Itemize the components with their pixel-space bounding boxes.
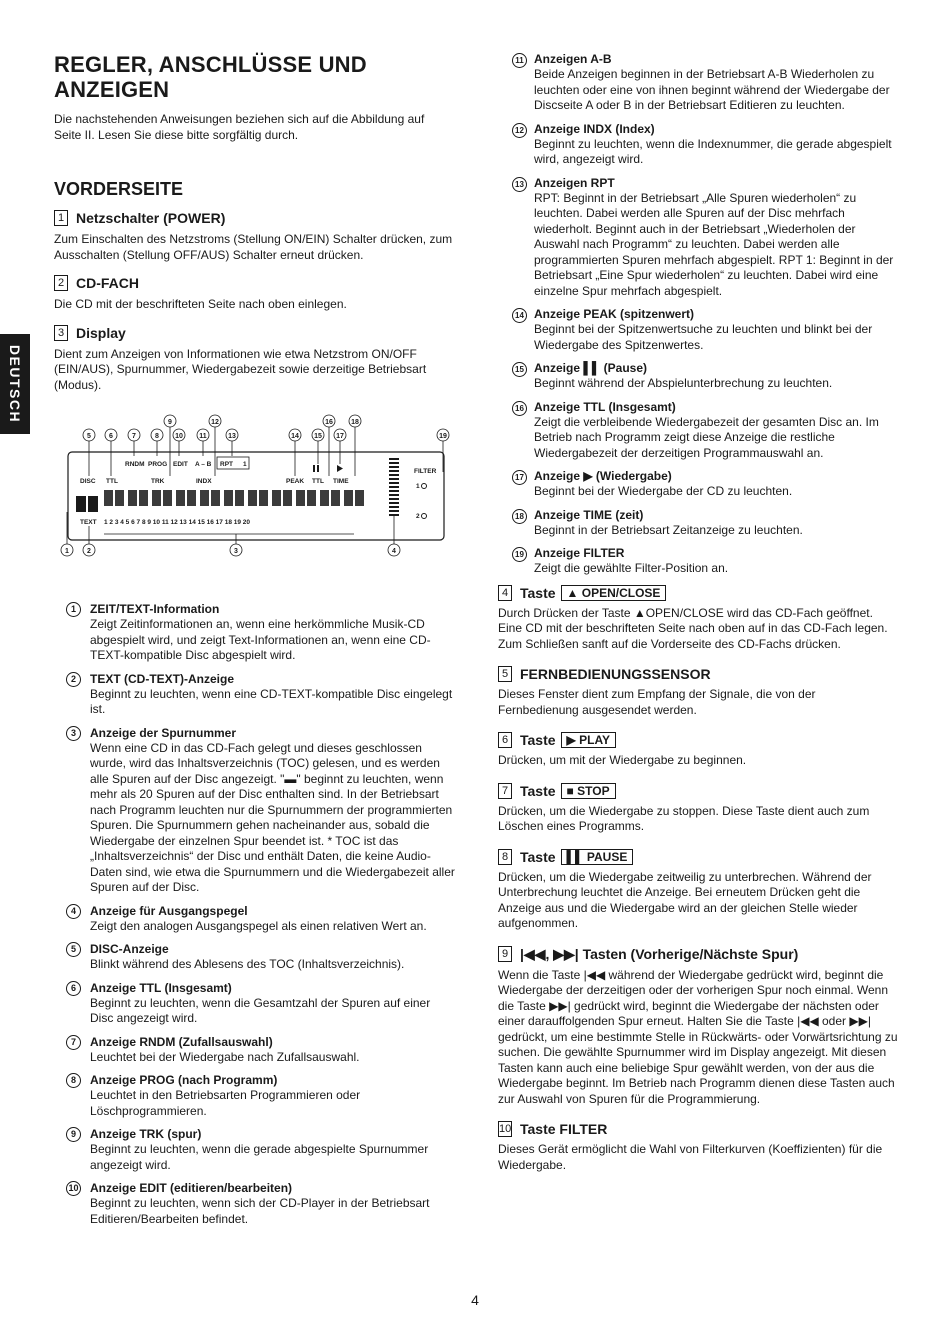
section-display <box>54 325 454 394</box>
section-pause <box>498 849 898 932</box>
item-number: 9 <box>66 1127 81 1142</box>
svg-text:2: 2 <box>87 548 91 555</box>
item-text: Beginnt in der Betriebsart Zeitanzeige zu leuchten. <box>534 522 803 537</box>
section-power <box>54 210 454 263</box>
section-number: 4 <box>498 585 512 601</box>
list-item <box>66 602 456 664</box>
item-text: Beginnt zu leuchten, wenn die gerade abgespielte Spurnummer angezeigt wird. <box>90 1142 429 1172</box>
list-item <box>498 361 898 392</box>
language-tab <box>0 334 30 434</box>
label-prog: PROG <box>148 461 168 468</box>
list-item <box>498 122 898 168</box>
item-text: Zeigt Zeitinformationen an, wenn eine herkömmliche Musik-CD abgespielt wird, und zeigt Text-Informationen an, wenn eine CD-TEXT-kompatible Disc abgespielt wird. <box>90 617 431 662</box>
svg-text:8: 8 <box>155 433 159 440</box>
item-title: Anzeige PROG (nach Programm) <box>90 1073 278 1087</box>
section-text: Wenn die Taste |◀◀ während der Wiedergabe gedrückt wird, beginnt die Wiedergabe der derzeitigen oder der vorherigen Spur noch einmal. Wenn die Taste ▶▶| gedrückt wird, beginnt die Wiedergabe der nächsten oder einer darauffolgenden Spur erneut. Halten Sie die Taste |◀◀ oder ▶▶| gedrückt, um eine bestimmte Stelle in Rückwärts- oder Vorwärtsrichtung zu suchen. Die gewählte Spurnummer wird im Display angezeigt. Mit diesen Tasten kann auch eine beliebige Spur gewählt werden, von der aus die Wiedergabe beginnt. Im Betrieb nach Programm dienen diese Tasten auch zur Auswahl von Spuren für die Programmierung. <box>498 967 898 1106</box>
item-text: Zeigt die gewählte Filter-Position an. <box>534 561 729 575</box>
section-number: 9 <box>498 946 512 962</box>
list-item <box>498 400 898 462</box>
section-open-close <box>498 585 898 653</box>
svg-text:16: 16 <box>325 419 333 426</box>
section-number: 8 <box>498 849 512 865</box>
label-text: TEXT <box>80 519 97 526</box>
section-skip <box>498 946 898 1108</box>
pause-button-label: ▌▌ PAUSE <box>561 849 634 865</box>
intro-text: Die nachstehenden Anweisungen beziehen sich auf die Abbildung auf Seite II. Lesen Sie diese bitte sorgfältig durch. <box>54 112 425 142</box>
item-text: Wenn eine CD in das CD-Fach gelegt und dieses geschlossen wurde, wird das Inhaltsverzeichnis (TOC) gelesen, und es werden alle Spuren auf der Disc angezeigt. "▬" beginnt zu leuchten, wenn mehr als 20 Spuren auf der Disc enthalten sind. In der Betriebsart nach Programm leuchten nur die Spurnummern der programmierten Spuren. Die Spurnummern gehen nacheinander aus, sobald die Wiedergabe der einzelnen Spur beendet ist. * TOC ist das „Inhaltsverzeichnis“ der Disc und enthält Daten, die keine Audio-Daten sind, wie etwa die Spurnummern und die Wiedergabezeit aller Spuren auf der Disc. <box>90 740 455 894</box>
list-item <box>66 981 456 1027</box>
section-number: 7 <box>498 783 512 799</box>
item-title: Anzeigen A-B <box>534 52 612 66</box>
section-heading: CD-FACH <box>76 275 139 291</box>
list-item <box>66 904 456 935</box>
svg-text:12: 12 <box>211 419 219 426</box>
label-ttl2: TTL <box>312 478 324 485</box>
label-rpt1: 1 <box>243 461 247 468</box>
label-peak: PEAK <box>286 478 305 485</box>
section-cd-tray <box>54 275 454 313</box>
item-number: 18 <box>512 509 527 524</box>
item-text: Zeigt die verbleibende Wiedergabezeit der gesamten Disc an. Im Betrieb nach Programm zeigt diese Anzeige die restliche Wiedergabezeit der derzeitigen Programmauswahl an. <box>534 414 879 460</box>
item-title: DISC-Anzeige <box>90 942 169 956</box>
item-text: Beginnt bei der Wiedergabe der CD zu leuchten. <box>534 484 793 498</box>
section-text: Drücken, um die Wiedergabe zeitweilig zu unterbrechen. Während der Unterbrechung leuchtet die Anzeige. Bei erneutem Drücken geht die Anzeige aus und die Wiedergabe wird an der gleichen Stelle wieder aufgenommen. <box>498 869 872 930</box>
svg-text:3: 3 <box>234 548 238 555</box>
item-number: 13 <box>512 177 527 192</box>
svg-text:10: 10 <box>175 433 183 440</box>
section-title: VORDERSEITE <box>54 179 184 199</box>
item-title: Anzeige ▶ (Wiedergabe) <box>534 469 672 483</box>
section-heading: Taste FILTER <box>520 1121 608 1137</box>
item-number: 10 <box>66 1181 81 1196</box>
label-trk: TRK <box>151 478 165 485</box>
item-text: Zeigt den analogen Ausgangspegel als einen relativen Wert an. <box>90 918 427 933</box>
item-number: 16 <box>512 401 527 416</box>
section-heading: FERNBEDIENUNGSSENSOR <box>520 666 711 682</box>
section-number: 1 <box>54 210 68 226</box>
svg-text:13: 13 <box>228 433 236 440</box>
item-number: 15 <box>512 362 527 377</box>
item-text: Beginnt bei der Spitzenwertsuche zu leuchten und blinkt bei der Wiedergabe des Spitzenwertes. <box>534 322 873 352</box>
display-diagram-svg <box>54 412 466 562</box>
item-title: Anzeige TRK (spur) <box>90 1127 202 1141</box>
list-item <box>498 469 898 500</box>
item-text: Beginnt zu leuchten, wenn eine CD-TEXT-kompatible Disc eingelegt ist. <box>90 686 453 716</box>
item-title: Anzeige FILTER <box>534 546 625 560</box>
section-filter <box>498 1121 898 1173</box>
item-text: Beginnt zu leuchten, wenn sich der CD-Player in der Betriebsart Editieren/Bearbeiten befindet. <box>90 1196 430 1226</box>
label-disc: DISC <box>80 478 96 485</box>
item-text: Beginnt zu leuchten, wenn die Gesamtzahl der Spuren auf einer Disc angezeigt wird. <box>90 995 431 1025</box>
item-title: ZEIT/TEXT-Information <box>90 602 220 616</box>
item-title: Anzeige TTL (Insgesamt) <box>90 980 232 995</box>
item-text: Beginnt zu leuchten, wenn die Indexnummer, die gerade abgespielt wird, angezeigt wird. <box>534 136 892 166</box>
item-text: Leuchtet in den Betriebsarten Programmieren oder Löschprogrammieren. <box>90 1088 361 1118</box>
label-ab: A – B <box>195 461 212 468</box>
section-heading: Taste <box>520 732 556 748</box>
label-time: TIME <box>333 478 349 485</box>
svg-text:17: 17 <box>336 433 344 440</box>
item-number: 5 <box>66 942 81 957</box>
item-number: 17 <box>512 470 527 485</box>
item-text: Beide Anzeigen beginnen in der Betriebsart A-B Wiederholen zu leuchten oder eine von ihnen beginnt während der Wiedergabe der Discseite A oder B in der Betriebsart Editieren zu leuchten. <box>534 67 890 112</box>
play-button-label: ▶ PLAY <box>561 732 616 748</box>
list-item <box>498 176 898 300</box>
section-text: Durch Drücken der Taste ▲OPEN/CLOSE wird das CD-Fach geöffnet. Eine CD mit der beschrifteten Seite nach oben auf in das CD-Fach legen. Zum Schließen sanft auf die Vorderseite des CD-Fachs drücken. <box>498 605 888 651</box>
item-text: Beginnt während der Abspielunterbrechung zu leuchten. <box>534 376 833 390</box>
item-number: 12 <box>512 123 527 138</box>
label-filter: FILTER <box>414 468 437 475</box>
svg-text:6: 6 <box>109 433 113 440</box>
left-column <box>54 52 454 405</box>
list-item <box>66 1035 456 1066</box>
label-filter-1: 1 <box>416 483 420 490</box>
item-title: Anzeige TTL (Insgesamt) <box>534 399 676 414</box>
page-title: REGLER, ANSCHLÜSSE UND ANZEIGEN <box>54 52 367 102</box>
item-title: Anzeige TIME (zeit) <box>534 507 644 522</box>
item-title: TEXT (CD-TEXT)-Anzeige <box>90 671 234 686</box>
section-number: 3 <box>54 325 68 341</box>
svg-text:14: 14 <box>291 433 299 440</box>
label-filter-2: 2 <box>416 513 420 520</box>
svg-text:18: 18 <box>351 419 359 426</box>
svg-text:11: 11 <box>199 433 207 440</box>
open-close-button-label: ▲ OPEN/CLOSE <box>561 585 667 601</box>
item-text: Blinkt während des Ablesens des TOC (Inhaltsverzeichnis). <box>90 957 405 971</box>
stop-button-label: ■ STOP <box>561 783 616 799</box>
section-text: Dient zum Anzeigen von Informationen wie etwa Netzstrom ON/OFF (EIN/AUS), Spurnummer, Wiedergabezeit sowie derzeitige Betriebsart (Modus). <box>54 346 427 392</box>
item-number: 2 <box>66 672 81 687</box>
section-heading: Taste <box>520 584 556 601</box>
item-title: Anzeigen RPT <box>534 175 615 190</box>
list-item <box>66 1181 456 1227</box>
section-heading: Netzschalter (POWER) <box>76 210 226 226</box>
section-text: Drücken, um die Wiedergabe zu stoppen. Diese Taste dient auch zum Löschen eines Programms. <box>498 803 870 833</box>
list-item <box>498 546 898 577</box>
item-number: 14 <box>512 308 527 323</box>
section-text: Dieses Fenster dient zum Empfang der Signale, die von der Fernbedienung ausgesendet werden. <box>498 687 816 717</box>
page-number: 4 <box>471 1292 479 1308</box>
section-remote-sensor <box>498 666 898 718</box>
svg-text:5: 5 <box>87 433 91 440</box>
section-number: 6 <box>498 732 512 748</box>
section-number: 10 <box>499 1123 512 1135</box>
svg-text:19: 19 <box>439 433 447 440</box>
label-rpt: RPT <box>220 461 233 468</box>
list-item <box>66 1127 456 1173</box>
indicator-list <box>66 602 456 1235</box>
svg-text:4: 4 <box>392 548 396 555</box>
list-item <box>66 1073 456 1119</box>
item-number: 6 <box>66 981 81 996</box>
list-item <box>66 672 456 718</box>
item-title: Anzeige der Spurnummer <box>90 725 237 740</box>
section-play <box>498 732 898 769</box>
svg-text:1: 1 <box>65 548 69 555</box>
item-title: Anzeige INDX (Index) <box>534 121 655 136</box>
label-edit: EDIT <box>173 461 188 468</box>
item-number: 19 <box>512 547 527 562</box>
section-heading: Taste <box>520 782 556 799</box>
item-title: Anzeige für Ausgangspegel <box>90 903 248 918</box>
label-ttl: TTL <box>106 478 118 485</box>
svg-text:15: 15 <box>314 433 322 440</box>
list-item <box>66 726 456 896</box>
label-indx: INDX <box>196 478 212 485</box>
item-title: Anzeige EDIT (editieren/bearbeiten) <box>90 1181 293 1195</box>
section-number: 5 <box>498 666 512 682</box>
item-number: 1 <box>66 602 81 617</box>
display-diagram <box>54 412 466 562</box>
section-heading: Display <box>76 324 126 341</box>
list-item <box>498 52 898 114</box>
svg-text:7: 7 <box>132 433 136 440</box>
item-number: 8 <box>66 1073 81 1088</box>
list-item <box>498 508 898 539</box>
svg-text:9: 9 <box>168 419 172 426</box>
section-heading: Taste <box>520 848 556 865</box>
item-text: Leuchtet bei der Wiedergabe nach Zufallsauswahl. <box>90 1049 360 1064</box>
section-stop <box>498 783 898 835</box>
right-column <box>498 52 898 1187</box>
item-number: 4 <box>66 904 81 919</box>
list-item <box>66 942 456 973</box>
section-text: Drücken, um mit der Wiedergabe zu beginnen. <box>498 753 747 767</box>
item-number: 11 <box>512 53 527 68</box>
item-text: RPT: Beginnt in der Betriebsart „Alle Spuren wiederholen“ zu leuchten. Dabei werden alle Spuren auf der Disc mehrfach wiederholt. Beginnt auch in der Betriebsart „Wiederholen der Auswahl nach Programm“ zu leuchten. Dabei werden alle programmierten Spuren mehrfach abgespielt. RPT 1: Beginnt in der Betriebsart „Eine Spur wiederholen“ zu leuchten. Dabei wird eine einzelne Spur mehrfach abgespielt. <box>534 190 894 298</box>
item-title: Anzeige PEAK (spitzenwert) <box>534 307 695 321</box>
item-title: Anzeige RNDM (Zufallsauswahl) <box>90 1034 273 1049</box>
section-number: 2 <box>54 275 68 291</box>
item-number: 7 <box>66 1035 81 1050</box>
section-text: Dieses Gerät ermöglicht die Wahl von Filterkurven (Koeffizienten) für die Wiedergabe. <box>498 1142 883 1172</box>
item-number: 3 <box>66 726 81 741</box>
language-tab-label: DEUTSCH <box>7 344 23 424</box>
list-item <box>498 307 898 353</box>
label-rndm: RNDM <box>125 461 145 468</box>
section-text: Die CD mit der beschrifteten Seite nach oben einlegen. <box>54 297 347 311</box>
track-numbers: 1 2 3 4 5 6 7 8 9 10 11 12 13 14 15 16 17 18 19 20 <box>104 519 251 526</box>
section-heading: |◀◀, ▶▶| Tasten (Vorherige/Nächste Spur) <box>520 945 799 962</box>
section-text: Zum Einschalten des Netzstroms (Stellung ON/EIN) Schalter drücken, zum Ausschalten (Stellung OFF/AUS) Schalter erneut drücken. <box>54 232 453 262</box>
item-title: Anzeige ▌▌ (Pause) <box>534 361 648 375</box>
